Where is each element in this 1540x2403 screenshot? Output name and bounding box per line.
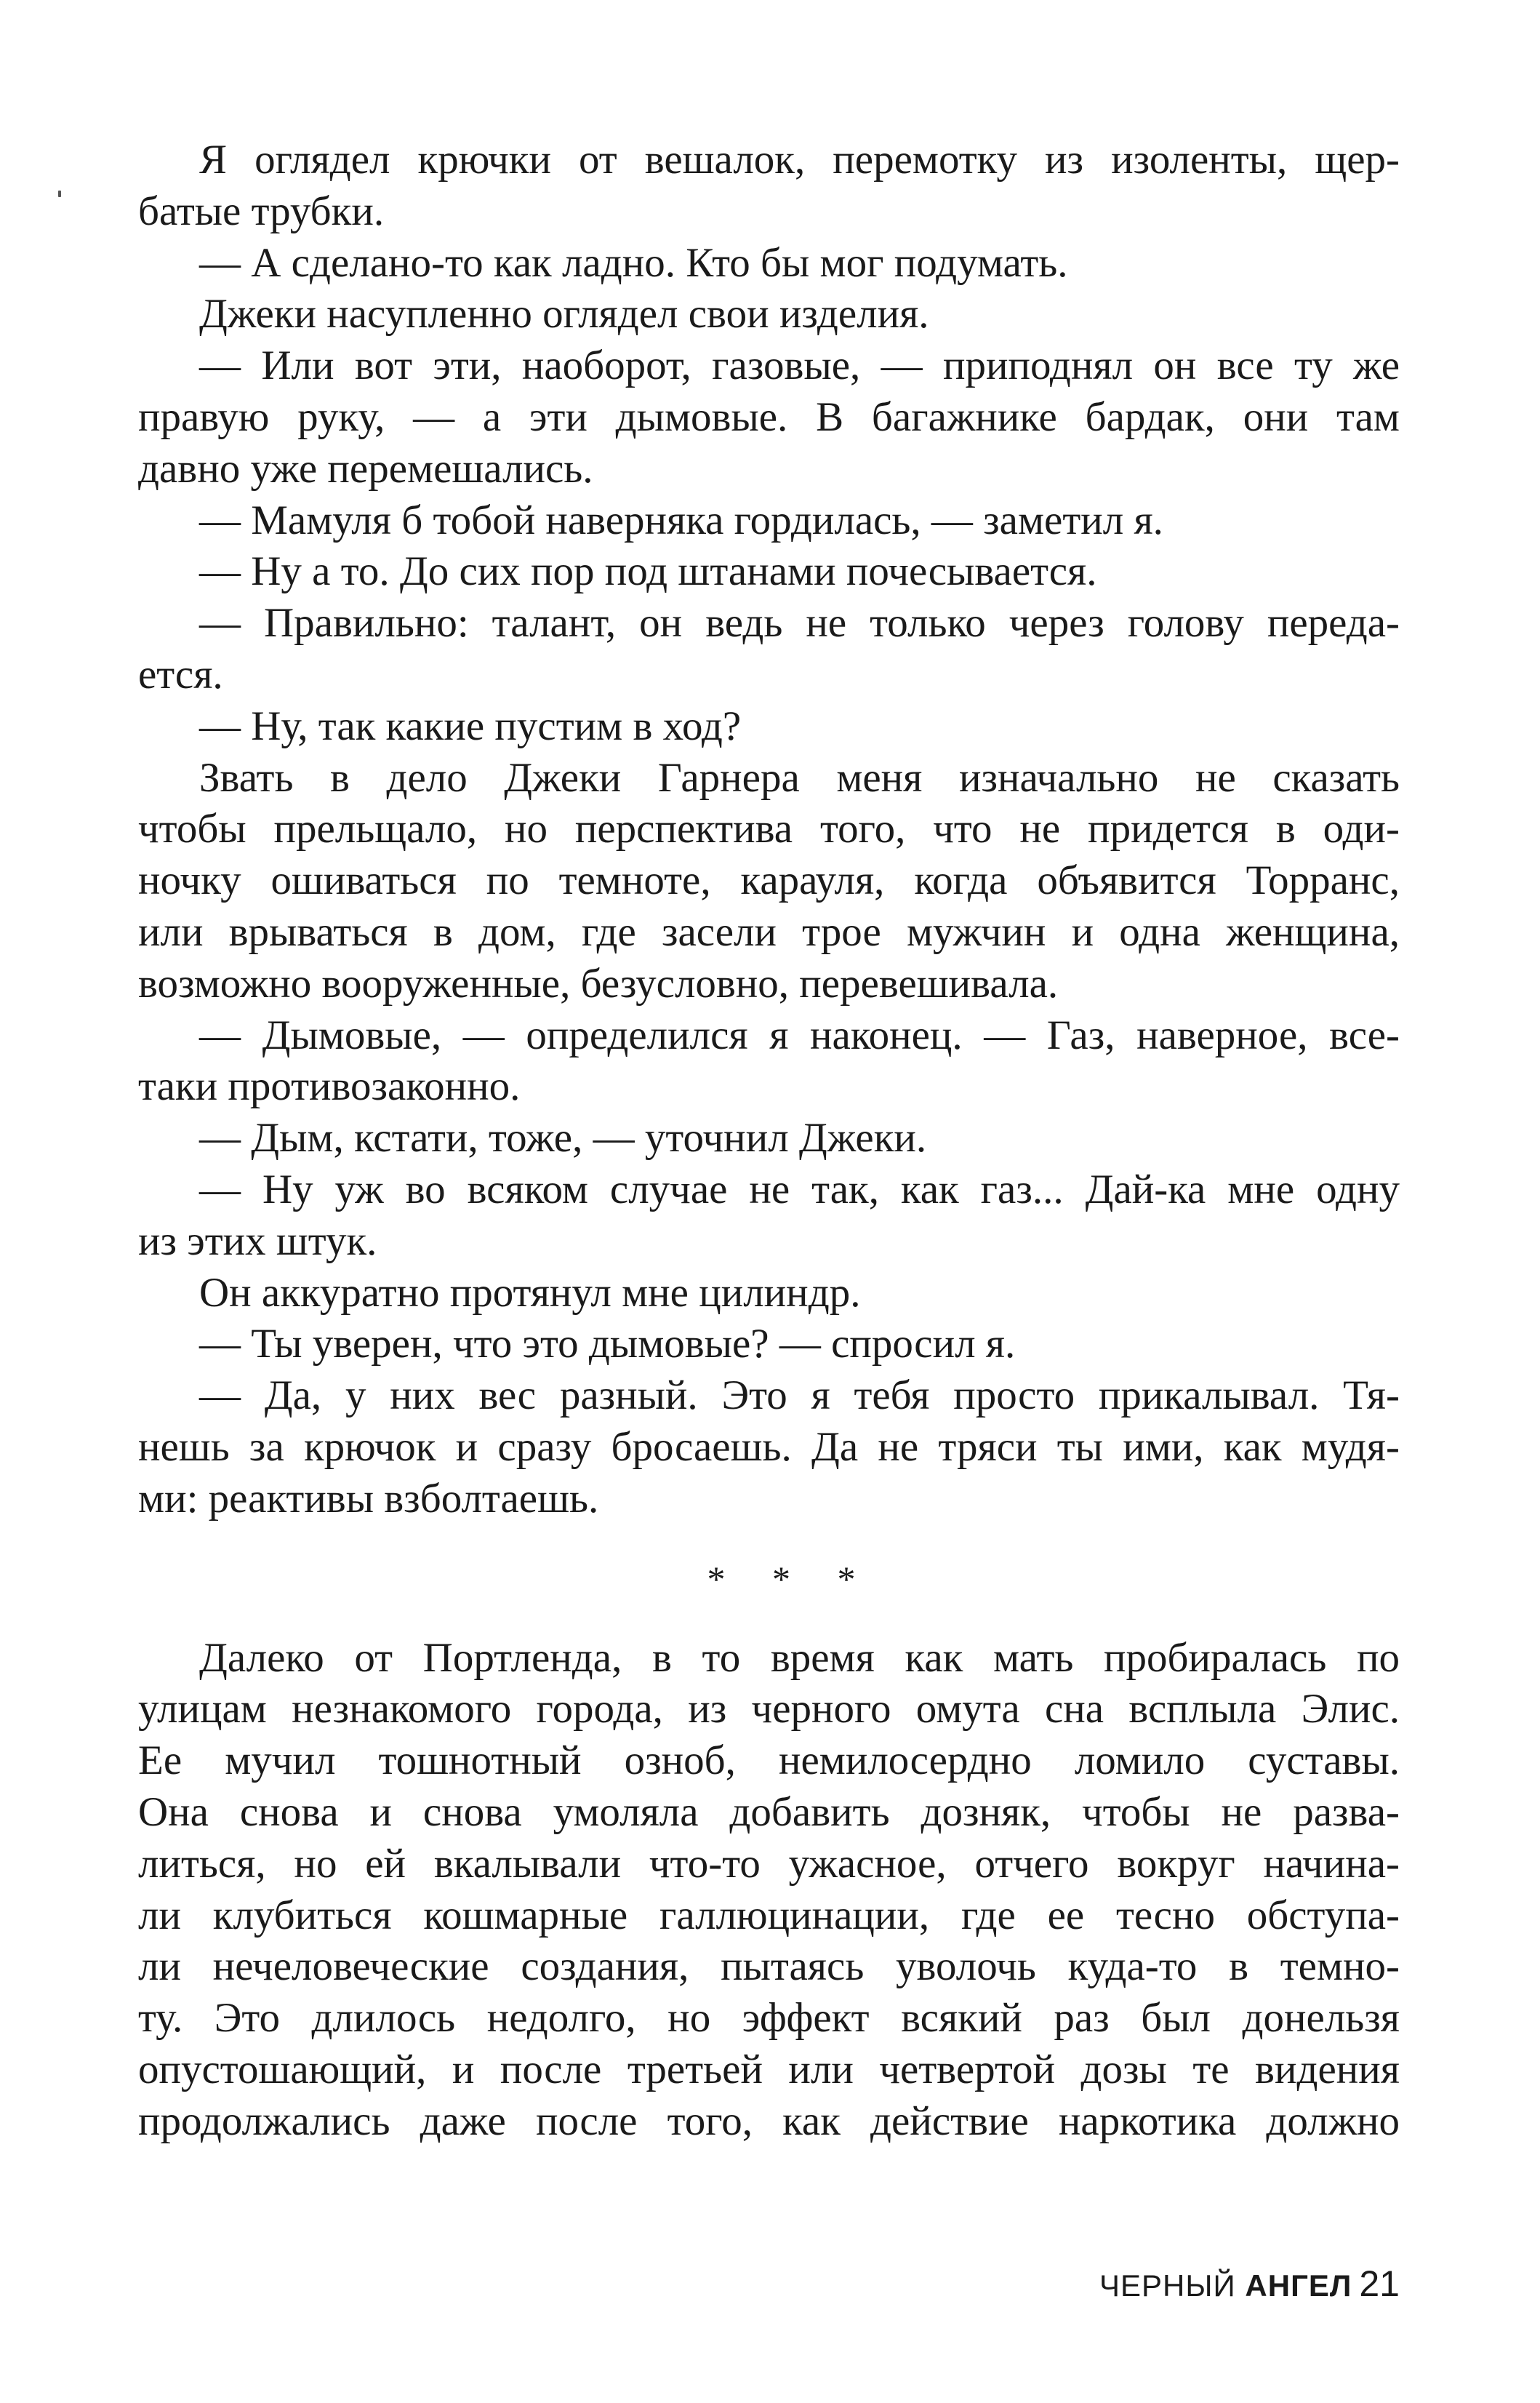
text-line: ночку ошиваться по темноте, карауля, когда объявится Торранс, xyxy=(138,857,1400,904)
text-line: возможно вооруженные, безусловно, перевешивала. xyxy=(138,960,1059,1007)
text-line: — Правильно: талант, он ведь не только через голову переда- xyxy=(199,600,1400,647)
running-title-part2: АНГЕЛ xyxy=(1245,2268,1352,2303)
text-line: — Или вот эти, наоборот, газовые, — приподнял он все ту же xyxy=(199,343,1400,389)
text-line: Она снова и снова умоляла добавить дозняк, чтобы не разва- xyxy=(138,1788,1400,1835)
text-line: — А сделано-то как ладно. Кто бы мог подумать. xyxy=(199,239,1068,286)
text-line: Ее мучил тошнотный озноб, немилосердно ломило суставы. xyxy=(138,1738,1400,1784)
text-line: батые трубки. xyxy=(138,188,385,234)
text-line: Далеко от Портленда, в то время как мать пробиралась по xyxy=(199,1634,1400,1681)
section-gap xyxy=(138,1605,1400,1633)
text-line: Звать в дело Джеки Гарнера меня изначально не сказать xyxy=(199,754,1400,801)
text-line: давно уже перемешались. xyxy=(138,445,593,492)
text-line: — Ну уж во всяком случае не так, как газ... Дай-ка мне одну xyxy=(199,1166,1400,1212)
text-line: или врываться в дом, где засели трое мужчин и одна женщина, xyxy=(138,908,1400,955)
text-line: из этих штук. xyxy=(138,1218,377,1264)
running-title-part1: ЧЕРНЫЙ xyxy=(1099,2268,1246,2303)
text-line: литься, но ей вкалывали что-то ужасное, отчего вокруг начина- xyxy=(138,1840,1400,1887)
text-line: — Ну, так какие пустим в ход? xyxy=(199,703,742,749)
section-gap xyxy=(138,1525,1400,1553)
text-line: — Да, у них вес разный. Это я тебя просто прикалывал. Тя- xyxy=(199,1372,1400,1419)
scan-speck xyxy=(58,191,61,197)
text-line: улицам незнакомого города, из черного омута сна всплыла Элис. xyxy=(138,1686,1400,1732)
text-line: — Мамуля б тобой наверняка гордилась, — заметил я. xyxy=(199,497,1163,543)
text-line: — Ты уверен, что это дымовые? — спросил я. xyxy=(199,1321,1016,1367)
text-line: Он аккуратно протянул мне цилиндр. xyxy=(199,1269,861,1316)
text-line: — Дым, кстати, тоже, — уточнил Джеки. xyxy=(199,1115,927,1161)
text-line: — Ну а то. До сих пор под штанами почесывается. xyxy=(199,548,1097,595)
section-separator: * * * xyxy=(707,1558,875,1599)
text-line: — Дымовые, — определился я наконец. — Газ, наверное, все- xyxy=(199,1012,1400,1058)
text-line: нешь за крючок и сразу бросаешь. Да не тряси ты ими, как мудя- xyxy=(138,1423,1400,1470)
text-line: Джеки насупленно оглядел свои изделия. xyxy=(199,291,929,337)
text-line: опустошающий, и после третьей или четвертой дозы те видения xyxy=(138,2046,1400,2092)
text-line: продолжались даже после того, как действие наркотика должно xyxy=(138,2098,1400,2144)
text-line: ется. xyxy=(138,651,223,697)
page-footer xyxy=(1099,2262,1400,2306)
page-number: 21 xyxy=(1359,2263,1400,2304)
page-body xyxy=(138,135,1400,2147)
text-line: ли нечеловеческие создания, пытаясь уволочь куда-то в темно- xyxy=(138,1943,1400,1990)
text-line: ту. Это длилось недолго, но эффект всякий раз был донельзя xyxy=(138,1995,1400,2042)
text-line: правую руку, — а эти дымовые. В багажнике бардак, они там xyxy=(138,393,1400,440)
text-line: чтобы прельщало, но перспектива того, что не придется в оди- xyxy=(138,806,1400,852)
text-line: ми: реактивы взболтаешь. xyxy=(138,1475,599,1522)
text-line: Я оглядел крючки от вешалок, перемотку из изоленты, щер- xyxy=(199,137,1400,183)
text-line: ли клубиться кошмарные галлюцинации, где ее тесно обступа- xyxy=(138,1892,1400,1938)
text-line: таки противозаконно. xyxy=(138,1063,521,1110)
